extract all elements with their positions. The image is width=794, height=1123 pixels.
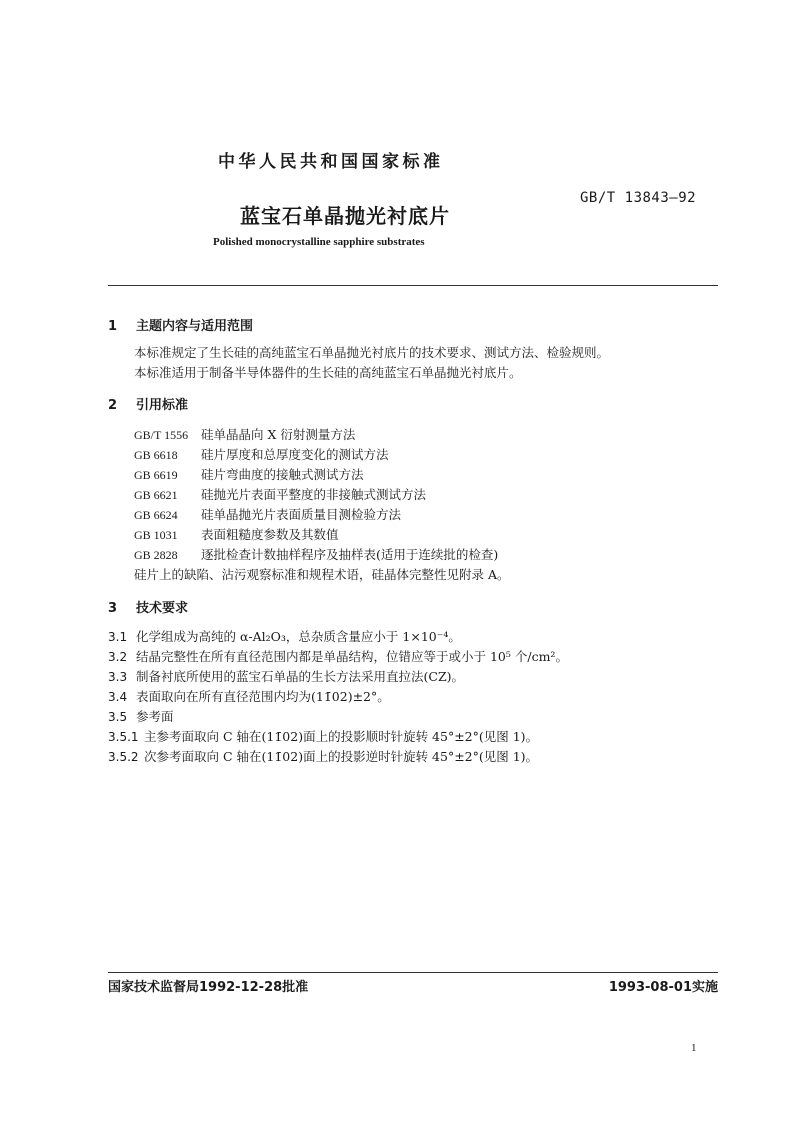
org-title: 中华人民共和国国家标准 xyxy=(218,152,444,172)
reference-item: GB 2828 逐批检查计数抽样程序及抽样表(适用于连续批的检查) xyxy=(134,547,499,562)
footer-divider xyxy=(108,972,718,973)
paragraph: 本标准适用于制备半导体器件的生长硅的高纯蓝宝石单晶抛光衬底片。 xyxy=(134,365,522,380)
header-divider xyxy=(108,285,718,286)
page-number: 1 xyxy=(691,1042,697,1054)
approval-date: 国家技术监督局1992-12-28批准 xyxy=(108,980,309,995)
reference-item: GB 6619 硅片弯曲度的接触式测试方法 xyxy=(134,467,364,482)
section-3-heading xyxy=(108,597,188,616)
clause-item: 3.3 制备衬底所使用的蓝宝石单晶的生长方法采用直拉法(CZ)。 xyxy=(108,669,465,684)
clause-item: 3.5.2 次参考面取向 C 轴在(11̄02)面上的投影逆时针旋转 45°±2°(见图 1)。 xyxy=(108,749,539,764)
section-1-heading xyxy=(108,315,253,334)
document-title-cn: 蓝宝石单晶抛光衬底片 xyxy=(240,204,450,228)
clause-item: 3.4 表面取向在所有直径范围内均为(11̄02)±2°。 xyxy=(108,689,390,704)
reference-item: GB 1031 表面粗糙度参数及其数值 xyxy=(134,527,339,542)
reference-note: 硅片上的缺陷、沾污观察标准和规程术语，硅晶体完整性见附录 A。 xyxy=(134,567,510,582)
section-title: 技术要求 xyxy=(136,601,189,616)
paragraph: 本标准规定了生长硅的高纯蓝宝石单晶抛光衬底片的技术要求、测试方法、检验规则。 xyxy=(134,345,610,360)
reference-item: GB 6624 硅单晶抛光片表面质量目测检验方法 xyxy=(134,507,402,522)
clause-item: 3.1 化学组成为高纯的 α-Al₂O₃，总杂质含量应小于 1×10⁻⁴。 xyxy=(108,629,461,644)
section-number: 2 xyxy=(108,398,118,413)
section-2-heading xyxy=(108,394,188,413)
standard-code: GB/T 13843—92 xyxy=(580,190,697,206)
reference-item: GB 6618 硅片厚度和总厚度变化的测试方法 xyxy=(134,447,389,462)
document-title-en: Polished monocrystalline sapphire substrates xyxy=(213,236,425,248)
clause-item: 3.5 参考面 xyxy=(108,709,174,724)
section-number: 3 xyxy=(108,601,118,616)
section-title: 主题内容与适用范围 xyxy=(136,319,254,334)
clause-item: 3.5.1 主参考面取向 C 轴在(11̄02)面上的投影顺时针旋转 45°±2°(见图 1)。 xyxy=(108,729,539,744)
effective-date: 1993-08-01实施 xyxy=(608,980,718,995)
reference-item: GB/T 1556 硅单晶晶向 X 衍射测量方法 xyxy=(134,427,356,442)
reference-item: GB 6621 硅抛光片表面平整度的非接触式测试方法 xyxy=(134,487,427,502)
section-title: 引用标准 xyxy=(136,398,189,413)
section-number: 1 xyxy=(108,319,118,334)
clause-item: 3.2 结晶完整性在所有直径范围内都是单晶结构，位错应等于或小于 10⁵ 个/cm²。 xyxy=(108,649,568,664)
